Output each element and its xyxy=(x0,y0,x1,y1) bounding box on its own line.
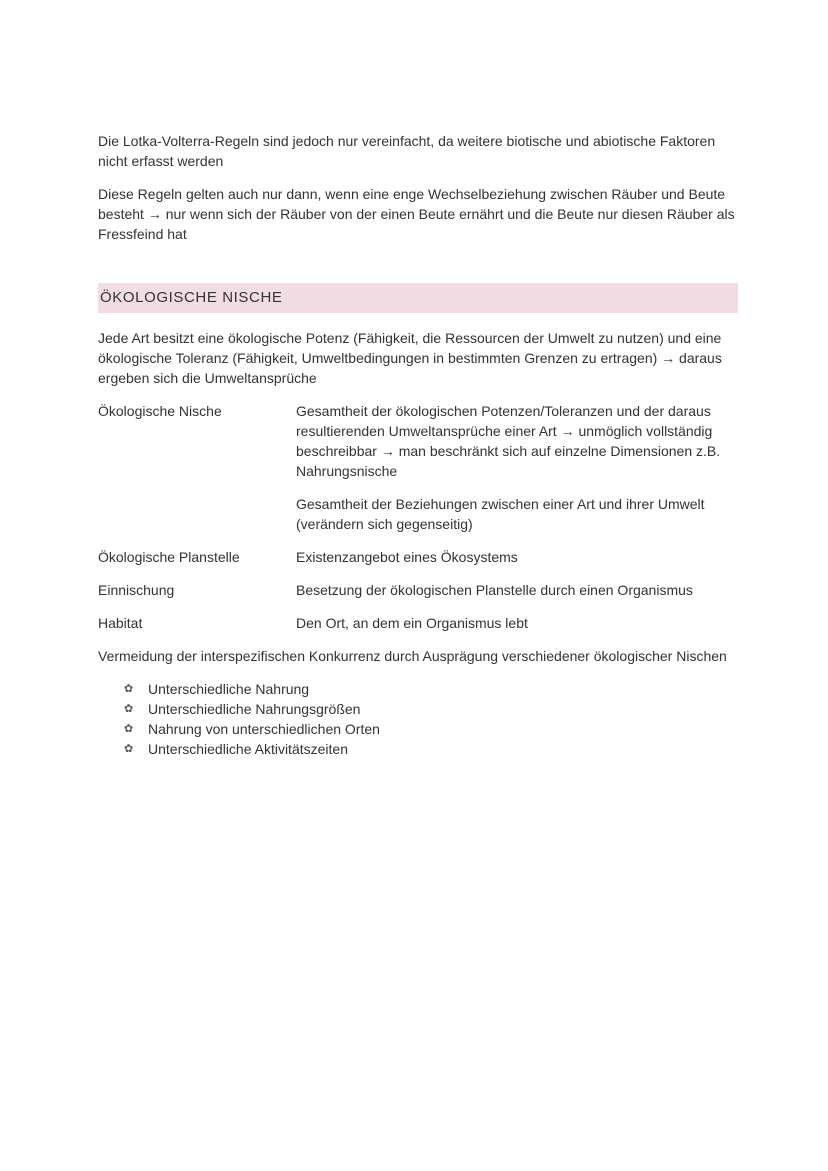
definition-description: Den Ort, an dem ein Organismus lebt xyxy=(296,615,528,631)
definition-row xyxy=(98,547,738,580)
closing-paragraph: Vermeidung der interspezifischen Konkurrenz durch Ausprägung verschiedener ökologischer Nischen xyxy=(98,648,727,664)
definition-row xyxy=(98,613,738,646)
definition-text: Gesamtheit der Beziehungen zwischen einer Art und ihrer Umwelt (verändern sich gegenseitig) xyxy=(296,496,705,532)
definition-term: Habitat xyxy=(98,615,143,631)
list-item-text: Unterschiedliche Nahrung xyxy=(148,681,310,697)
definition-term: Ökologische Nische xyxy=(98,403,222,419)
flower-bullet-icon: ✿ xyxy=(124,723,134,735)
definition-description: Existenzangebot eines Ökosystems xyxy=(296,549,518,565)
definition-term: Ökologische Planstelle xyxy=(98,549,240,565)
list-item xyxy=(124,719,738,739)
intro-paragraph-2: Diese Regeln gelten auch nur dann, wenn eine enge Wechselbeziehung zwischen Räuber und Beute besteht → nur wenn sich der Räuber von der einen Beute ernährt und die Beute nur diesen Räuber als Fressfeind hat xyxy=(98,186,735,242)
bullet-list xyxy=(98,679,738,759)
list-item xyxy=(124,679,738,699)
definition-table xyxy=(98,401,738,646)
document-page xyxy=(98,131,738,759)
definition-row xyxy=(98,580,738,613)
definition-row xyxy=(98,401,738,547)
definition-text: Gesamtheit der ökologischen Potenzen/Toleranzen und der daraus resultierenden Umweltansprüche einer Art → unmöglich vollständig beschreibbar → man beschränkt sich auf einzelne Dimensionen z.B. Nahrungsnische xyxy=(296,403,721,479)
definition-description xyxy=(296,401,738,547)
list-item-text: Nahrung von unterschiedlichen Orten xyxy=(148,721,380,737)
section-heading-bar xyxy=(98,283,738,313)
flower-bullet-icon: ✿ xyxy=(124,743,134,755)
list-item-text: Unterschiedliche Nahrungsgrößen xyxy=(148,701,361,717)
list-item-text: Unterschiedliche Aktivitätszeiten xyxy=(148,741,348,757)
list-item xyxy=(124,699,738,719)
section-heading: ÖKOLOGISCHE NISCHE xyxy=(100,289,283,306)
definition-term: Einnischung xyxy=(98,582,175,598)
flower-bullet-icon: ✿ xyxy=(124,683,134,695)
section-lead-paragraph: Jede Art besitzt eine ökologische Potenz (Fähigkeit, die Ressourcen der Umwelt zu nutzen) und eine ökologische Toleranz (Fähigkeit, Umweltbedingungen in bestimmten Grenzen zu ertragen) → daraus ergeben sich die Umweltansprüche xyxy=(98,330,722,386)
list-item xyxy=(124,739,738,759)
flower-bullet-icon: ✿ xyxy=(124,703,134,715)
intro-paragraph-1: Die Lotka-Volterra-Regeln sind jedoch nur vereinfacht, da weitere biotische und abiotische Faktoren nicht erfasst werden xyxy=(98,133,716,169)
definition-description: Besetzung der ökologischen Planstelle durch einen Organismus xyxy=(296,582,693,598)
